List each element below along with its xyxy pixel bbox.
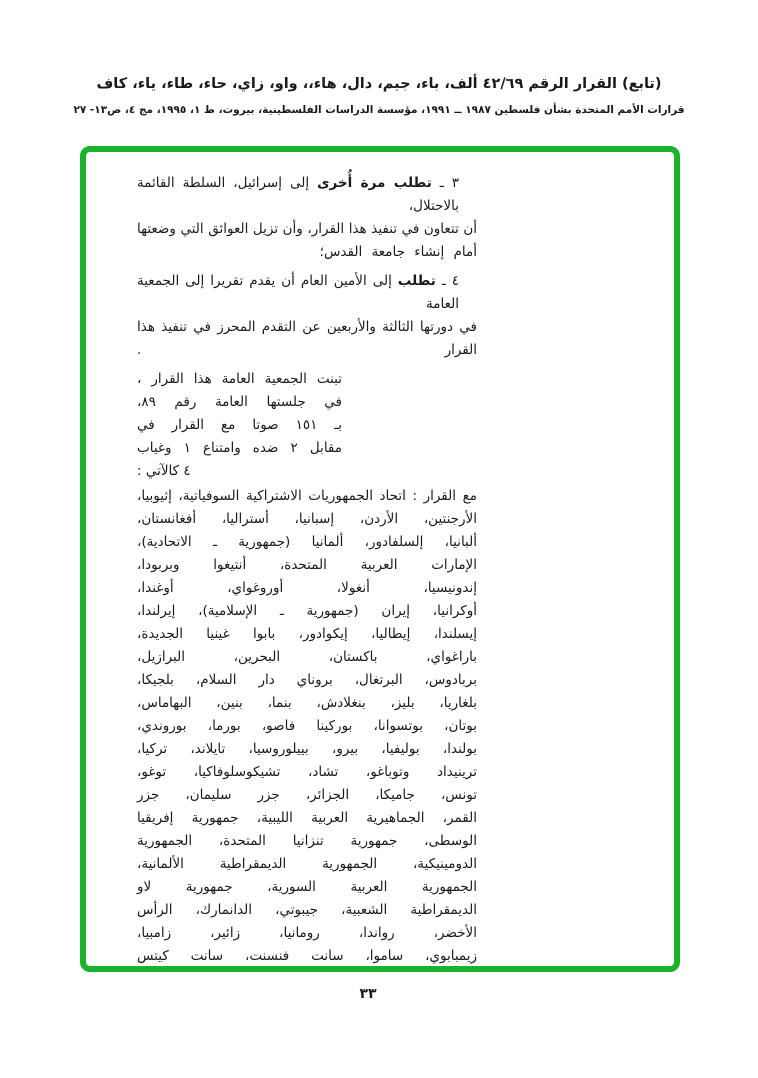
line-rest: إلى إسرائيل، السلطة القائمة بالاحتلال، bbox=[137, 175, 459, 214]
text-line: تونس، جاميكا، الجزائر، جزر سليمان، جزر bbox=[137, 787, 477, 803]
text-line: بـ ١٥١ صوتا مع القرار في bbox=[137, 417, 342, 433]
text-line: أوكرانيا، إيران (جمهورية ـ الإسلامية)، إيرلندا، bbox=[137, 603, 477, 619]
text-line: بلغاريا، بليز، بنغلادش، بنما، بنين، البهاماس، bbox=[137, 695, 477, 711]
text-line: ألبانيا، إلسلفادور، ألمانيا (جمهورية ـ الاتحادية)، bbox=[137, 534, 477, 550]
text-line: الأخضر، رواندا، رومانيا، زائير، زامبيا، bbox=[137, 925, 477, 941]
adoption-note bbox=[137, 368, 342, 483]
operative-paragraph-4 bbox=[137, 270, 477, 362]
text-line: مقابل ٢ ضده وامتناع ١ وغياب bbox=[137, 440, 342, 456]
text-line bbox=[137, 270, 477, 316]
text-line: الجمهورية العربية السورية، جمهورية لاو bbox=[137, 879, 477, 895]
text-line: باراغواي، باكستان، البحرين، البرازيل، bbox=[137, 649, 477, 665]
resolution-body bbox=[137, 172, 477, 968]
bold-lead: تطلب مرة أُخرى bbox=[317, 175, 432, 191]
paragraph-number: ٤ ـ bbox=[435, 273, 459, 289]
text-line: الدومينيكية، الجمهورية الديمقراطية الألمانية، bbox=[137, 856, 477, 872]
text-line: الوسطى، جمهورية تنزانيا المتحدة، الجمهورية bbox=[137, 833, 477, 849]
text-line: أمام إنشاء جامعة القدس؛ bbox=[319, 244, 477, 260]
text-line: الإمارات العربية المتحدة، أنتيغوا وبربودا، bbox=[137, 557, 477, 573]
text-line: ترينيداد وتوباغو، تشاد، تشيكوسلوفاكيا، توغو، bbox=[137, 764, 477, 780]
text-line: في جلستها العامة رقم ٨٩، bbox=[137, 394, 342, 410]
text-line: في دورتها الثالثة والأربعين عن التقدم المحرز في تنفيذ هذا القرار . bbox=[137, 319, 477, 358]
text-line: بولندا، بوليفيا، بيرو، بييلوروسيا، تايلاند، تركيا، bbox=[137, 741, 477, 757]
text-line: بربادوس، البرتغال، بروناي دار السلام، بلجيكا، bbox=[137, 672, 477, 688]
operative-paragraph-3 bbox=[137, 172, 477, 264]
doc-header-source: قرارات الأمم المتحدة بشأن فلسطين ١٩٨٧ ــ ١٩٩١، مؤسسة الدراسات الفلسطينية، بيروت، ط ١، ١٩٩٥، مج ٤، ص١٣- ٢٧ bbox=[73, 104, 685, 116]
line-rest: إلى الأمين العام أن يقدم تقريرا إلى الجمعية العامة bbox=[137, 273, 459, 312]
text-line: زيمبابوي، ساموا، سانت فنسنت، سانت كيتس bbox=[137, 948, 477, 964]
text-line: الأرجنتين، الأردن، إسبانيا، أستراليا، أفغانستان، bbox=[137, 511, 477, 527]
text-line: بوتان، بوتسوانا، بوركينا فاصو، بورما، بوروندي، bbox=[137, 718, 477, 734]
page-number: ٣٣ bbox=[359, 986, 377, 1002]
doc-header-title: (تابع) القرار الرقم ٤٢/٦٩ ألف، باء، جيم، دال، هاء،، واو، زاي، حاء، طاء، ياء، كاف bbox=[96, 76, 662, 92]
text-line bbox=[137, 172, 477, 218]
text-line: ٤ كالآتي : bbox=[137, 463, 191, 479]
paragraph-number: ٣ ـ bbox=[431, 175, 459, 191]
text-line: أن تتعاون في تنفيذ هذا القرار، وأن تزيل العوائق التي وضعتها bbox=[137, 221, 477, 237]
bold-lead: تطلب bbox=[397, 273, 436, 289]
text-line: القمر، الجماهيرية العربية الليبية، جمهورية إفريقيا bbox=[137, 810, 477, 826]
text-line: إندونيسيا، أنغولا، أوروغواي، أوغندا، bbox=[137, 580, 477, 596]
text-line: تبنت الجمعية العامة هذا القرار ، bbox=[137, 371, 342, 387]
text-line: إيسلندا، إيطاليا، إيكوادور، بابوا غينيا الجديدة، bbox=[137, 626, 477, 642]
vote-with-list bbox=[137, 485, 477, 968]
text-line: الديمقراطية الشعبية، جيبوتي، الدانمارك، الرأس bbox=[137, 902, 477, 918]
text-line: مع القرار : اتحاد الجمهوريات الاشتراكية السوفياتية، إثيوبيا، bbox=[137, 488, 477, 504]
